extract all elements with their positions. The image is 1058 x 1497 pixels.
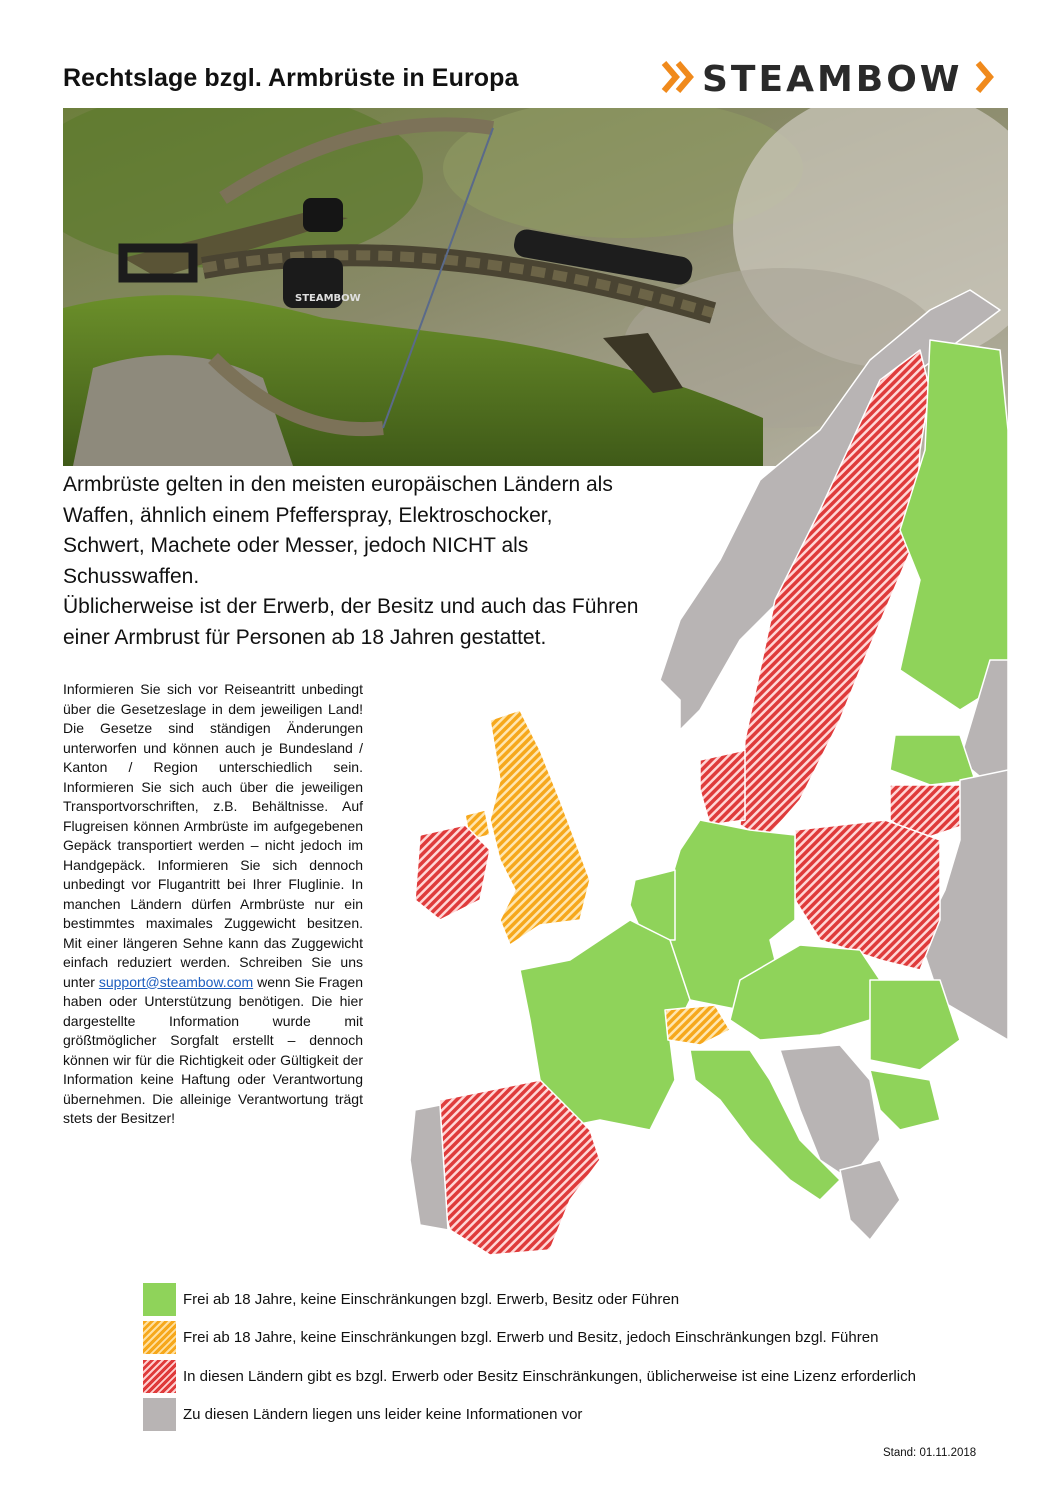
- legend-swatch-red: [143, 1360, 176, 1393]
- intro-paragraph: [63, 470, 723, 653]
- support-email-link[interactable]: support@steambow.com: [98, 973, 254, 990]
- europe-map: [400, 280, 1008, 1280]
- intro-line: Schwert, Machete oder Messer, jedoch NICHT als: [63, 534, 529, 557]
- country-switzerland: [665, 1005, 730, 1045]
- page-title: Rechtslage bzgl. Armbrüste in Europa: [63, 64, 519, 92]
- country-bulgaria: [870, 1070, 940, 1130]
- country-uk: [490, 710, 590, 945]
- legend-label: Frei ab 18 Jahre, keine Einschränkungen bzgl. Erwerb und Besitz, jedoch Einschränkungen bzgl. Führen: [183, 1329, 879, 1346]
- logo-text: STEAMBOW: [702, 59, 963, 100]
- intro-line: Üblicherweise ist der Erwerb, der Besitz und auch das Führen: [63, 595, 639, 618]
- country-denmark: [700, 750, 745, 825]
- legend-item-gray: [143, 1398, 1023, 1431]
- country-latvia: [890, 735, 975, 785]
- intro-line: einer Armbrust für Personen ab 18 Jahren gestattet.: [63, 625, 547, 649]
- legend-swatch-gray: [143, 1398, 176, 1431]
- legend-item-red: [143, 1360, 1023, 1393]
- legend-label: Frei ab 18 Jahre, keine Einschränkungen bzgl. Erwerb, Besitz oder Führen: [183, 1291, 680, 1308]
- info-paragraph: [63, 680, 363, 1129]
- steambow-logo: [660, 53, 1000, 101]
- intro-line: Waffen, ähnlich einem Pfefferspray, Elektroschocker,: [63, 503, 553, 527]
- intro-line: Armbrüste gelten in den meisten europäischen Ländern als: [63, 473, 613, 496]
- info-text-after-link: wenn Sie Fragen haben oder Unterstützung benötigen. Die hier dargestellte Information wurde mit größtmöglicher Sorgfalt erstellt – dennoch können wir für die Richtigkeit oder Gültigkeit der Information keine Haftung oder Verantwortung übernehmen. Die alleinige Verantwortung trägt stets der Besitzer!: [63, 973, 364, 1126]
- country-greece: [840, 1160, 900, 1240]
- intro-line: Schusswaffen.: [63, 564, 200, 588]
- legend-item-orange: [143, 1321, 1023, 1354]
- legend-label: In diesen Ländern gibt es bzgl. Erwerb oder Besitz Einschränkungen, üblicherweise ist eine Lizenz erforderlich: [183, 1368, 916, 1385]
- country-ireland: [415, 825, 490, 920]
- info-text-before-link: Informieren Sie sich vor Reiseantritt unbedingt über die Gesetzeslage in dem jeweiligen Land! Die Gesetze sind ständigen Änderungen unterworfen und können auch je Bundesland / Kanton / Region unterschiedlich sein. Informieren Sie sich auch über die jeweiligen Transportvorschriften, z.B. Behältnisse. Auf Flugreisen können Armbrüste im aufgegebenen Gepäck transportiert werden – nicht jedoch im Handgepäck. Informieren Sie sich dennoch unbedingt vor Flugantritt bei Ihrer Fluglinie. In manchen Ländern dürfen Armbrüste nur ein bestimmtes maximales Zuggewicht besitzen. Mit einer längeren Sehne kann das Zuggewicht einfach reduziert werden. Schreiben Sie uns unter: [63, 681, 363, 990]
- legend-item-green: [143, 1283, 1023, 1316]
- legend-swatch-orange: [143, 1321, 176, 1354]
- legend-swatch-green: [143, 1283, 176, 1316]
- legend-label: Zu diesen Ländern liegen uns leider keine Informationen vor: [183, 1406, 583, 1423]
- photo-brand-mark: STEAMBOW: [295, 293, 361, 304]
- stand-date: Stand: 01.11.2018: [883, 1447, 977, 1459]
